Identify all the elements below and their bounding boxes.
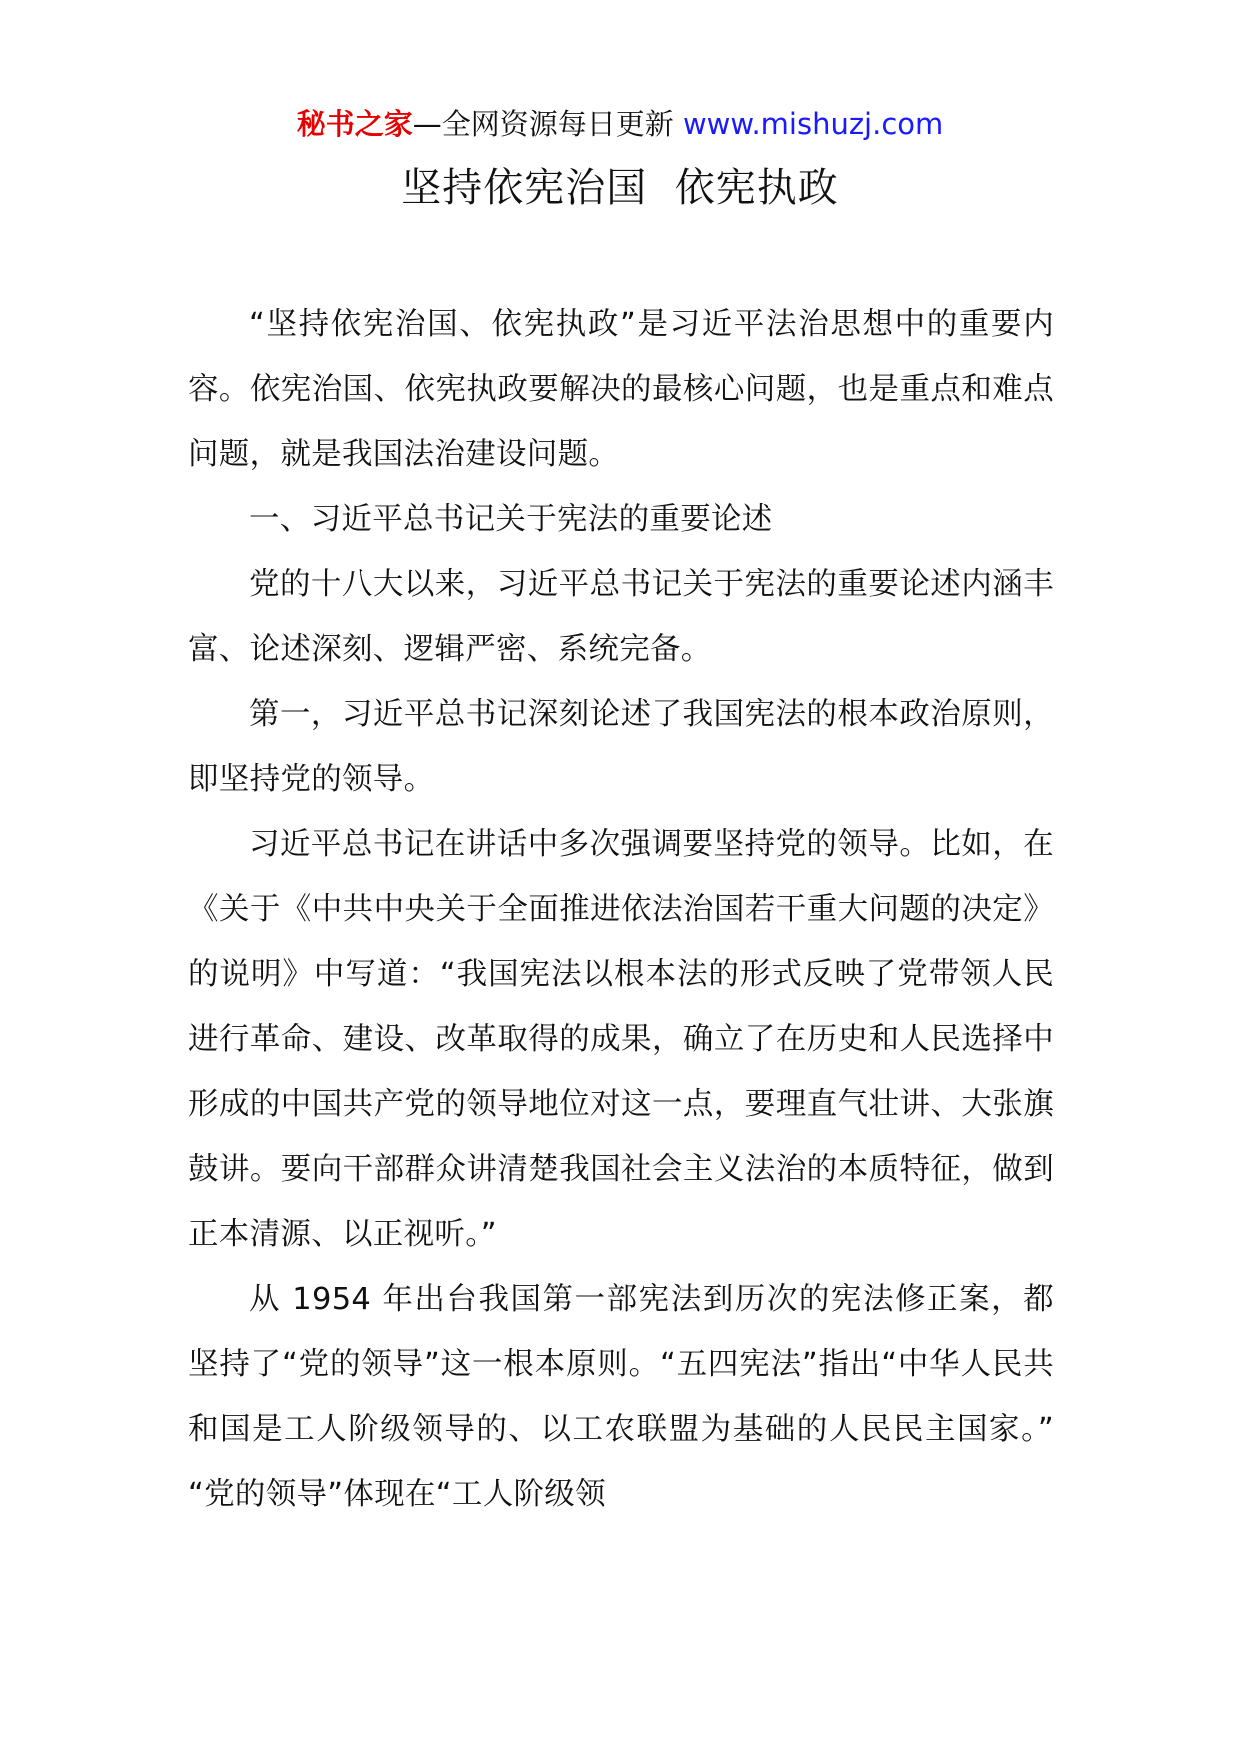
document-title: 坚持依宪治国 依宪执政: [401, 165, 839, 211]
paragraph-point-1: 第一，习近平总书记深刻论述了我国宪法的根本政治原则，即坚持党的领导。: [188, 697, 1054, 797]
section-heading-1: 一、习近平总书记关于宪法的重要论述: [249, 502, 773, 537]
site-header: [0, 104, 1240, 144]
site-tagline: —全网资源每日更新: [412, 107, 674, 141]
paragraph-quote: 习近平总书记在讲话中多次强调要坚持党的领导。比如，在《关于《中共中央关于全面推进依法治国若干重大问题的决定》的说明》中写道：“我国宪法以根本法的形式反映了党带领人民进行革命、建设、改革取得的成果，确立了在历史和人民选择中形成的中国共产党的领导地位对这一点，要理直气壮讲、大张旗鼓讲。要向干部群众讲清楚我国社会主义法治的本质特征，做到正本清源、以正视听。”: [188, 827, 1054, 1252]
paragraph-overview: 党的十八大以来，习近平总书记关于宪法的重要论述内涵丰富、论述深刻、逻辑严密、系统完备。: [188, 567, 1054, 667]
site-url-link[interactable]: www.mishuzj.com: [682, 107, 944, 141]
document-body: [188, 292, 1054, 1527]
paragraph-history: 从 1954 年出台我国第一部宪法到历次的宪法修正案，都坚持了“党的领导”这一根本原则。“五四宪法”指出“中华人民共和国是工人阶级领导的、以工农联盟为基础的人民民主国家。” “党的领导”体现在“工人阶级领: [188, 1282, 1054, 1512]
paragraph-intro: “坚持依宪治国、依宪执政”是习近平法治思想中的重要内容。依宪治国、依宪执政要解决的最核心问题，也是重点和难点问题，就是我国法治建设问题。: [188, 307, 1054, 472]
site-brand: 秘书之家: [296, 107, 413, 141]
